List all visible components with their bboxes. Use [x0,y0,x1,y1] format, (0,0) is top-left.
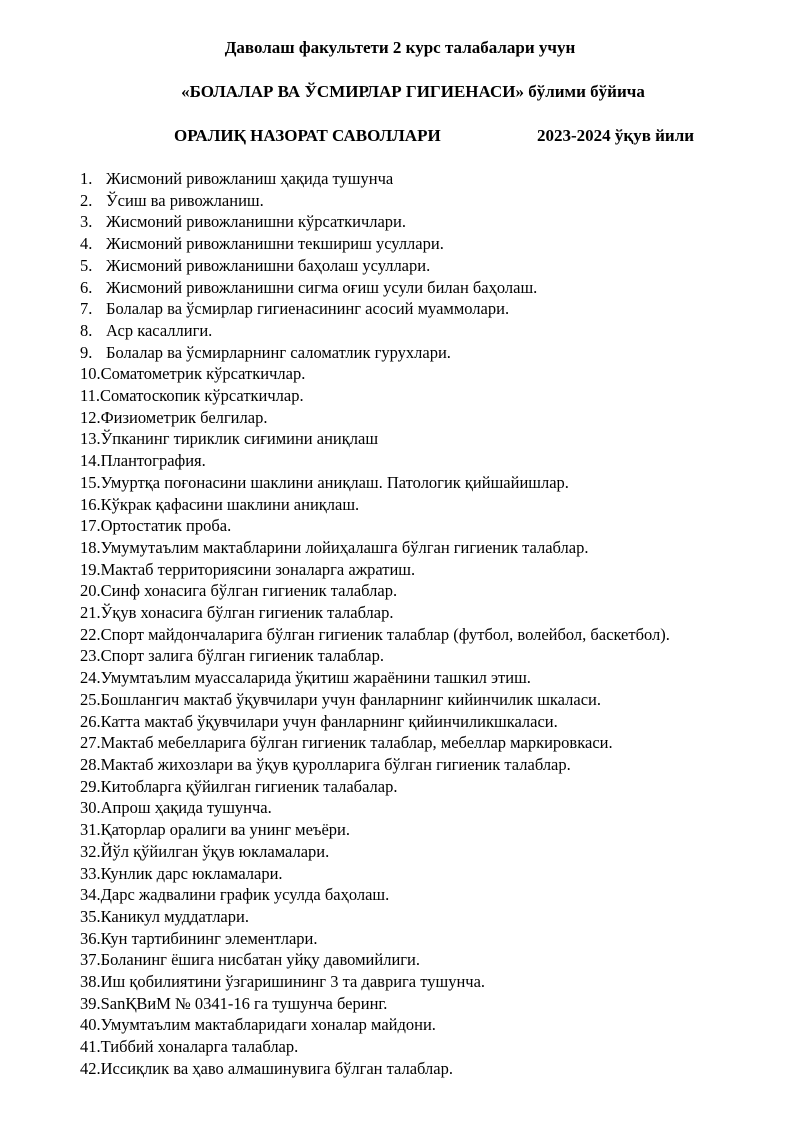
question-text: Жисмоний ривожланишни сигма оғиш усули билан баҳолаш. [106,277,538,297]
question-number: 40. [80,1015,101,1035]
question-number: 33. [80,863,101,883]
question-number: 41. [80,1037,101,1057]
question-item [80,624,670,646]
question-text: Кўкрак қафасини шаклини аниқлаш. [100,494,360,514]
question-item [80,580,670,602]
question-text: Жисмоний ривожланишни текшириш усуллари. [106,234,444,254]
question-item [80,776,670,798]
question-number: 39. [80,993,101,1013]
question-text: Спорт майдончаларига бўлган гигиеник талаблар (футбол, волейбол, баскетбол). [100,624,670,644]
question-number: 12. [80,407,101,427]
question-text: Спорт залига бўлган гигиеник талаблар. [100,646,384,666]
question-number: 3. [80,212,93,232]
question-item [80,906,670,928]
exam-title: ОРАЛИҚ НАЗОРАТ САВОЛЛАРИ [174,126,441,145]
question-item [80,949,670,971]
question-item [80,407,670,429]
document-title-section: «БОЛАЛАР ВА ЎСМИРЛАР ГИГИЕНАСИ» бўлими бўйича [181,82,645,101]
question-item [80,928,670,950]
question-text: Умумтаълим мактабларидаги хоналар майдони. [100,1015,436,1035]
question-text: Бошлангич мактаб ўқувчилари учун фанларнинг кийинчилик шкаласи. [100,689,601,709]
question-number: 19. [80,559,101,579]
document-title-exam [174,126,695,146]
question-text: SanҚВиМ № 0341-16 га тушунча беринг. [100,993,388,1013]
question-text: Ўқув хонасига бўлган гигиеник талаблар. [100,603,394,623]
question-number: 25. [80,689,101,709]
question-item [80,450,670,472]
question-text: Болалар ва ўсмирларнинг саломатлик гурухлари. [106,342,451,362]
question-item [80,472,670,494]
question-number: 18. [80,537,101,557]
question-number: 29. [80,776,101,796]
question-number: 28. [80,754,101,774]
question-item [80,863,670,885]
question-text: Синф хонасига бўлган гигиеник талаблар. [100,581,398,601]
question-number: 30. [80,798,101,818]
question-text: Жисмоний ривожланиш ҳақида тушунча [106,169,394,188]
document-title-faculty: Даволаш факультети 2 курс талабалари учун [224,38,576,57]
question-item [80,320,670,342]
question-text: Катта мактаб ўқувчилари учун фанларнинг қийинчиликшкаласи. [100,711,558,731]
question-number: 14. [80,451,101,471]
question-text: Болалар ва ўсмирлар гигиенасининг асосий муаммолари. [106,299,510,319]
question-text: Ортостатик проба. [100,516,232,536]
question-number: 24. [80,668,101,688]
question-item [80,1036,670,1058]
question-text: Мактаб жихозлари ва ўқув қуролларига бўлган гигиеник талаблар. [100,754,571,774]
question-text: Иш қобилиятини ўзгаришининг 3 та даврига тушунча. [100,972,486,992]
question-item [80,667,670,689]
question-number: 11. [80,386,101,406]
question-number: 10. [80,364,101,384]
question-number: 42. [80,1058,101,1078]
question-number: 2. [80,190,93,210]
question-text: Умуртқа поғонасини шаклини аниқлаш. Патологик қийшайишлар. [100,472,569,492]
question-text: Соматоскопик кўрсаткичлар. [100,386,304,406]
question-item [80,971,670,993]
question-number: 5. [80,255,93,275]
question-text: Китобларга қўйилган гигиеник талабалар. [100,776,398,796]
question-text: Дарс жадвалини график усулда баҳолаш. [100,885,390,905]
question-number: 23. [80,646,101,666]
question-item [80,537,670,559]
question-item [80,819,670,841]
question-list [80,168,670,1080]
question-text: Каникул муддатлари. [100,906,249,926]
question-item [80,993,670,1015]
question-number: 36. [80,928,101,948]
question-item [80,797,670,819]
question-number: 37. [80,950,101,970]
question-number: 21. [80,603,101,623]
question-item [80,342,670,364]
question-number: 7. [80,299,93,319]
question-item [80,1058,670,1080]
question-item [80,559,670,581]
question-text: Аср касаллиги. [106,320,213,340]
question-item [80,754,670,776]
question-number: 4. [80,234,93,254]
question-text: Қаторлар оралиги ва унинг меъёри. [100,820,350,840]
question-item [80,168,670,190]
question-item [80,1014,670,1036]
question-number: 22. [80,624,101,644]
question-text: Умумутаълим мактабларини лойиҳалашга бўлган гигиеник талаблар. [100,537,589,557]
question-text: Физиометрик белгилар. [100,407,268,427]
question-text: Умумтаълим муассаларида ўқитиш жараёнини ташкил этиш. [100,668,531,688]
question-item [80,884,670,906]
question-number: 38. [80,972,101,992]
question-text: Ўсиш ва ривожланиш. [106,190,264,210]
question-text: Иссиқлик ва ҳаво алмашинувига бўлган талаблар. [100,1058,453,1078]
question-item [80,494,670,516]
question-item [80,190,670,212]
question-number: 15. [80,472,101,492]
question-item [80,689,670,711]
question-text: Кунлик дарс юкламалари. [100,863,283,883]
question-text: Ўпканинг тириклик сиғимини аниқлаш [100,429,379,449]
question-number: 35. [80,906,101,926]
question-item [80,711,670,733]
question-item [80,841,670,863]
question-text: Жисмоний ривожланишни кўрсаткичлари. [106,212,407,232]
question-item [80,363,670,385]
question-number: 32. [80,841,101,861]
question-item [80,645,670,667]
question-text: Жисмоний ривожланишни баҳолаш усуллари. [106,255,431,275]
question-number: 31. [80,820,101,840]
question-item [80,233,670,255]
question-item [80,277,670,299]
question-number: 6. [80,277,93,297]
question-number: 34. [80,885,101,905]
question-text: Тиббий хоналарга талаблар. [100,1037,299,1057]
question-number: 20. [80,581,101,601]
question-item [80,255,670,277]
question-number: 9. [80,342,93,362]
question-number: 26. [80,711,101,731]
question-text: Мактаб территориясини зоналарга ажратиш. [100,559,416,579]
question-item [80,298,670,320]
question-text: Соматометрик кўрсаткичлар. [100,364,306,384]
academic-year: 2023-2024 ўқув йили [537,126,695,145]
question-item [80,211,670,233]
question-text: Йўл қўйилган ўқув юкламалари. [100,841,330,861]
question-item [80,602,670,624]
question-text: Мактаб мебелларига бўлган гигиеник талаблар, мебеллар маркировкаси. [100,733,613,753]
question-item [80,385,670,407]
question-number: 16. [80,494,101,514]
question-text: Плантография. [100,451,206,471]
question-item [80,428,670,450]
question-item [80,732,670,754]
question-item [80,515,670,537]
question-number: 27. [80,733,101,753]
question-text: Апрош ҳақида тушунча. [100,798,272,818]
question-number: 13. [80,429,101,449]
question-number: 17. [80,516,101,536]
question-number: 8. [80,320,93,340]
question-number: 1. [80,169,93,188]
question-text: Кун тартибининг элементлари. [100,928,318,948]
question-text: Боланинг ёшига нисбатан уйқу давомийлиги. [100,950,421,970]
